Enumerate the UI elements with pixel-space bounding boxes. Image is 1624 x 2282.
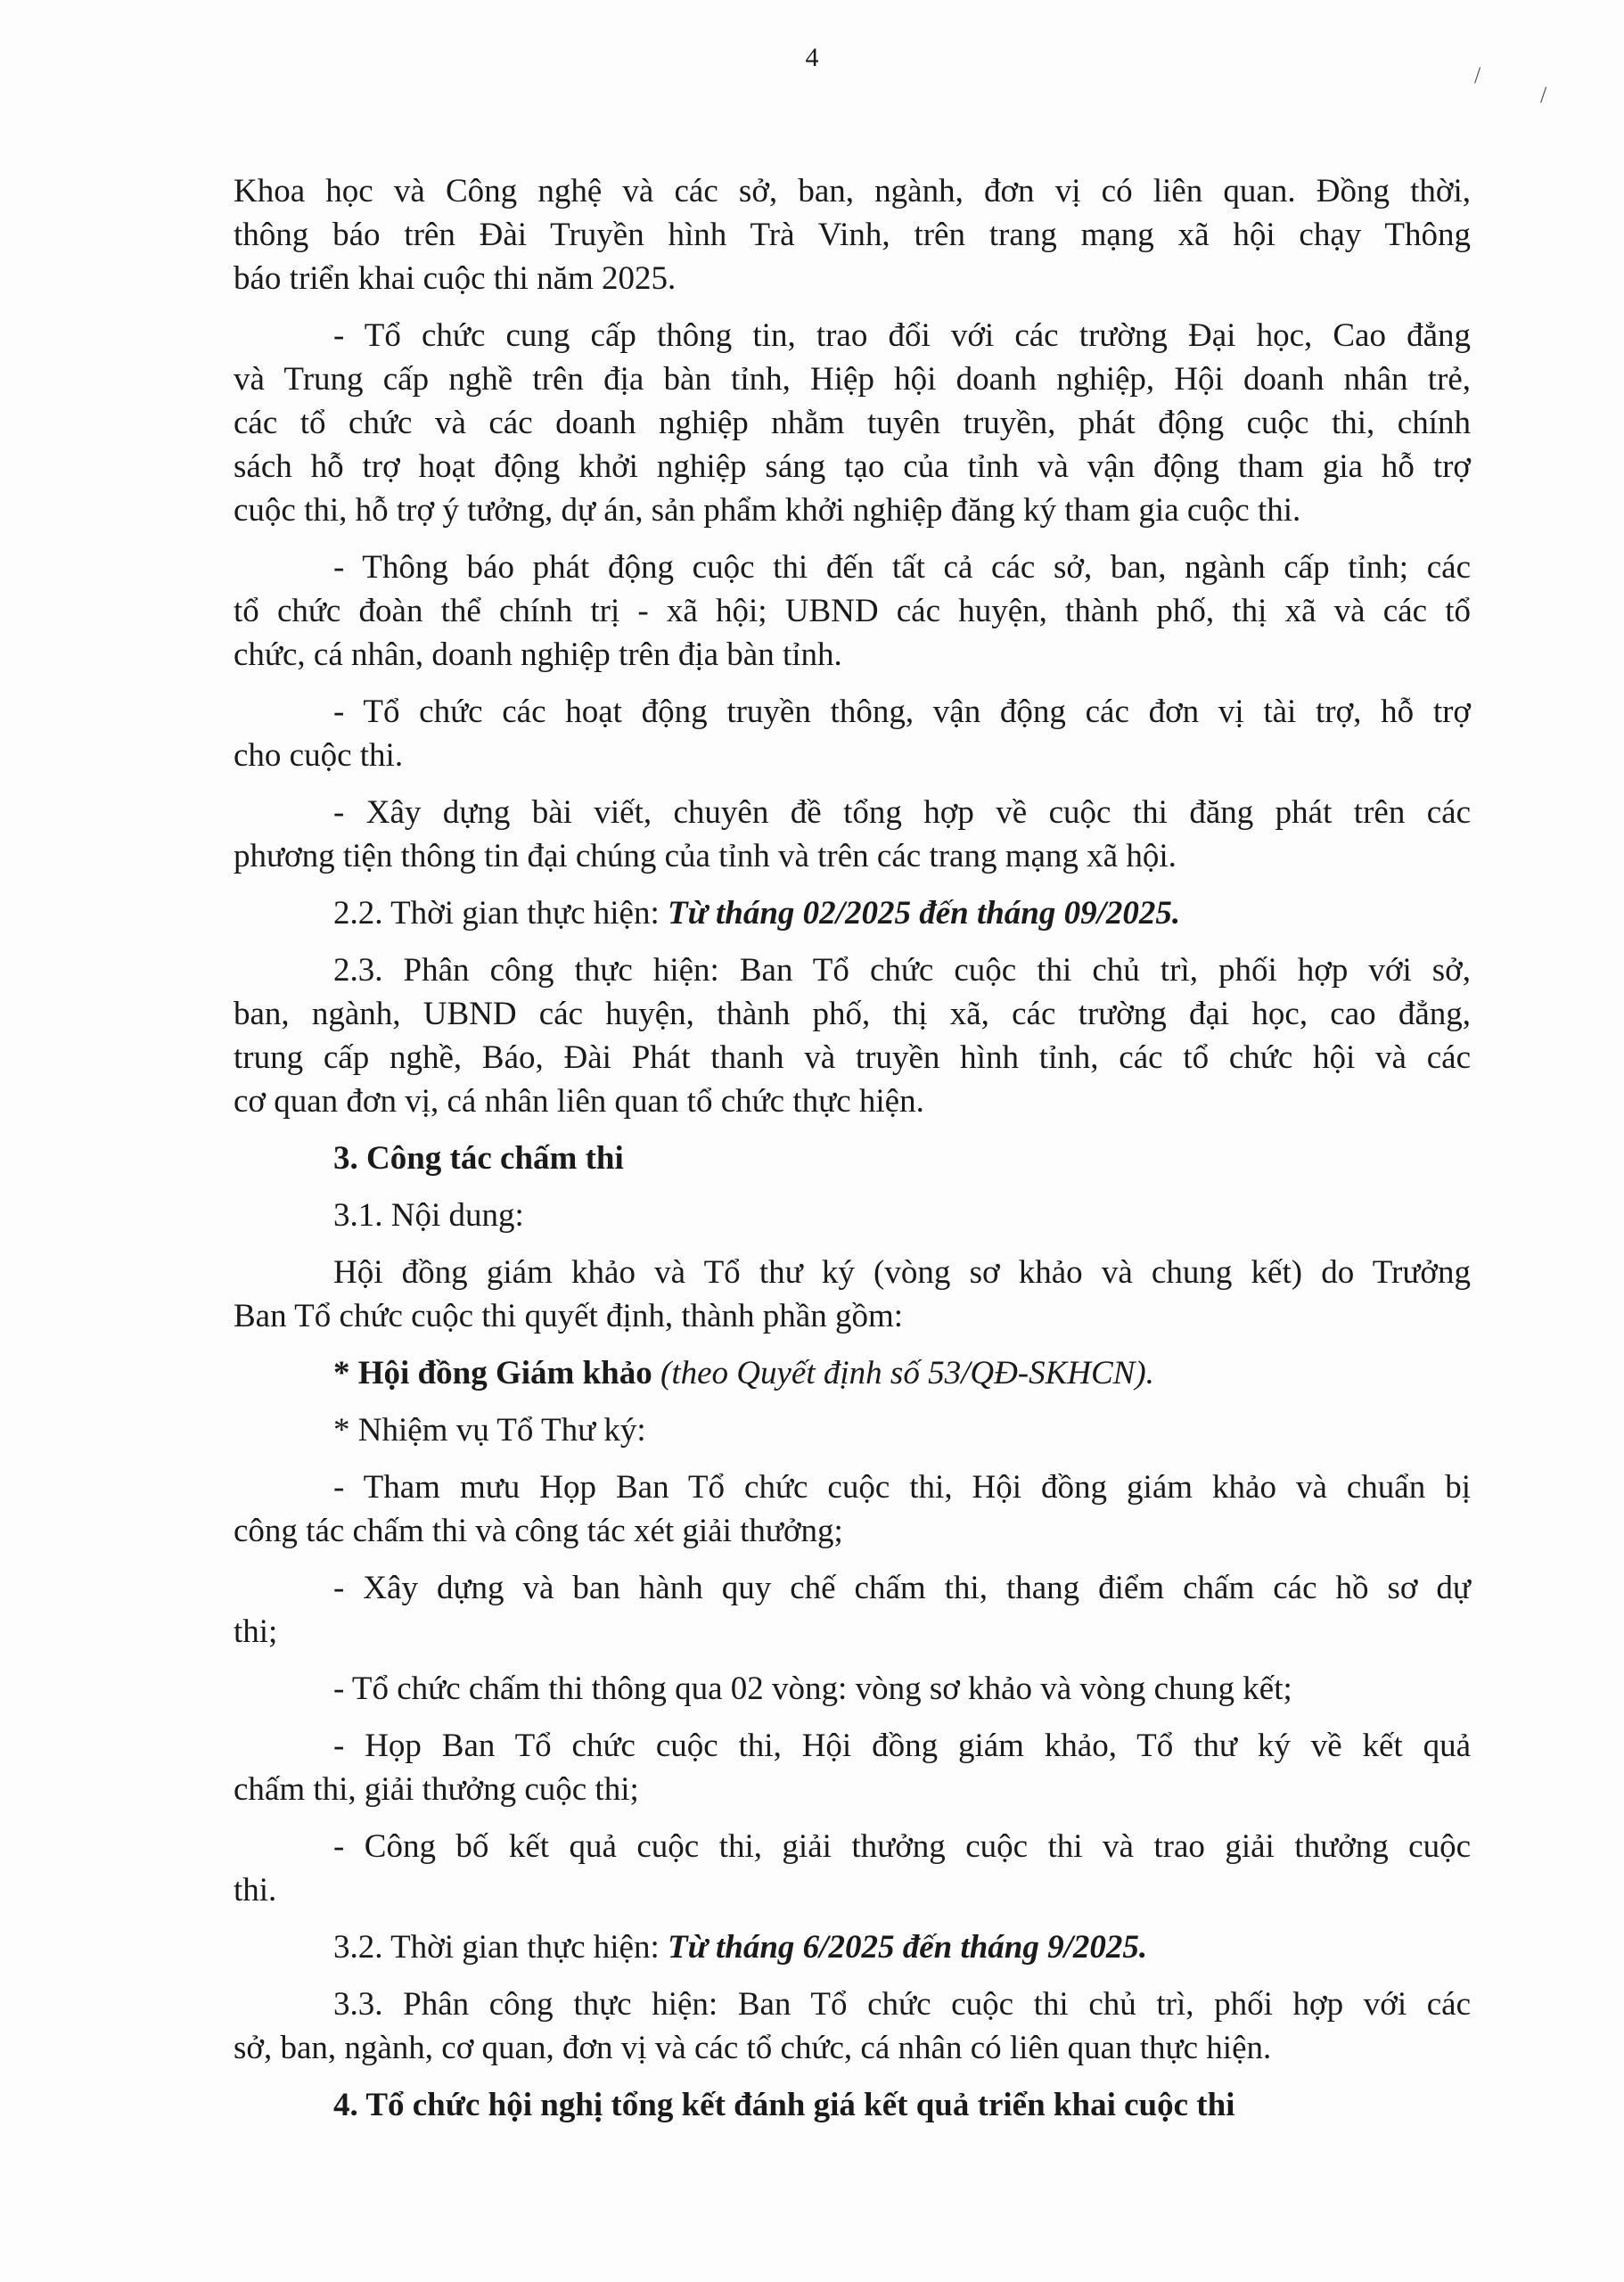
text-line: công tác chấm thi và công tác xét giải thưởng; [234, 1513, 843, 1549]
jury-reference: (theo Quyết định số 53/QĐ-SKHCN). [660, 1355, 1154, 1391]
text-line [234, 891, 1471, 935]
text-line: thông báo trên Đài Truyền hình Trà Vinh, trên trang mạng xã hội chạy Thông [234, 217, 1471, 253]
text-line: - Xây dựng bài viết, chuyên đề tổng hợp về cuộc thi đăng phát trên các [333, 794, 1471, 831]
duty-item [234, 1465, 1471, 1553]
paragraph [234, 169, 1471, 300]
paragraph [234, 791, 1471, 878]
text-line: ban, ngành, UBND các huyện, thành phố, thị xã, các trường đại học, cao đẳng, [234, 996, 1471, 1032]
text-line: Khoa học và Công nghệ và các sở, ban, ngành, đơn vị có liên quan. Đồng thời, [234, 173, 1471, 209]
text-line: 2.3. Phân công thực hiện: Ban Tổ chức cuộc thi chủ trì, phối hợp với sở, [333, 952, 1471, 989]
text-line: cuộc thi, hỗ trợ ý tưởng, dự án, sản phẩm khởi nghiệp đăng ký tham gia cuộc thi. [234, 492, 1301, 529]
text-line: Ban Tổ chức cuộc thi quyết định, thành phần gồm: [234, 1298, 904, 1334]
duty-item [234, 1566, 1471, 1654]
paragraph-jury [234, 1351, 1471, 1395]
text-line: phương tiện thông tin đại chúng của tỉnh và trên các trang mạng xã hội. [234, 838, 1177, 874]
paragraph-3-1 [234, 1194, 1471, 1237]
text-line: - Công bố kết quả cuộc thi, giải thưởng cuộc thi và trao giải thưởng cuộc [333, 1828, 1471, 1865]
text-line: trung cấp nghề, Báo, Đài Phát thanh và truyền hình tỉnh, các tổ chức hội và các [234, 1039, 1471, 1076]
text-line: Hội đồng giám khảo và Tổ thư ký (vòng sơ khảo và chung kết) do Trưởng [333, 1254, 1471, 1291]
label: 2.2. Thời gian thực hiện: [333, 895, 668, 932]
text-line: và Trung cấp nghề trên địa bàn tỉnh, Hiệp hội doanh nghiệp, Hội doanh nhân trẻ, [234, 361, 1471, 398]
text-line: - Họp Ban Tổ chức cuộc thi, Hội đồng giám khảo, Tổ thư ký về kết quả [333, 1728, 1471, 1764]
text-line: báo triển khai cuộc thi năm 2025. [234, 260, 677, 297]
text-line: tổ chức đoàn thể chính trị - xã hội; UBND các huyện, thành phố, thị xã và các tổ [234, 593, 1471, 629]
paragraph-3-2 [234, 1925, 1471, 1969]
text-line: - Tổ chức cung cấp thông tin, trao đổi với các trường Đại học, Cao đẳng [333, 317, 1471, 354]
time-range: Từ tháng 6/2025 đến tháng 9/2025. [667, 1929, 1148, 1966]
text-line: chấm thi, giải thưởng cuộc thi; [234, 1771, 639, 1808]
text-line: chức, cá nhân, doanh nghiệp trên địa bàn tỉnh. [234, 636, 842, 673]
text-line: - Tổ chức chấm thi thông qua 02 vòng: vòng sơ khảo và vòng chung kết; [333, 1670, 1292, 1707]
scan-mark: / [1474, 62, 1481, 88]
text-line: cơ quan đơn vị, cá nhân liên quan tổ chức thực hiện. [234, 1083, 924, 1120]
text-line: - Tham mưu Họp Ban Tổ chức cuộc thi, Hội đồng giám khảo và chuẩn bị [333, 1469, 1471, 1506]
text-line: - Tổ chức các hoạt động truyền thông, vận động các đơn vị tài trợ, hỗ trợ [333, 694, 1471, 730]
section-heading: 3. Công tác chấm thi [333, 1140, 624, 1177]
text-line [234, 1925, 1471, 1969]
page-number: 4 [805, 43, 819, 72]
text-line: * Nhiệm vụ Tổ Thư ký: [333, 1412, 646, 1449]
paragraph [234, 1251, 1471, 1338]
text-line: sách hỗ trợ hoạt động khởi nghiệp sáng tạo của tỉnh và vận động tham gia hỗ trợ [234, 448, 1471, 485]
time-range: Từ tháng 02/2025 đến tháng 09/2025. [667, 895, 1181, 932]
scan-mark: / [1540, 82, 1547, 108]
paragraph-2-2 [234, 891, 1471, 935]
text-line: - Xây dựng và ban hành quy chế chấm thi, thang điểm chấm các hồ sơ dự [333, 1570, 1471, 1606]
paragraph-3-3 [234, 1982, 1471, 2070]
text-line: sở, ban, ngành, cơ quan, đơn vị và các tổ chức, cá nhân có liên quan thực hiện. [234, 2030, 1272, 2066]
paragraph [234, 690, 1471, 777]
paragraph [234, 314, 1471, 532]
text-line: 3.1. Nội dung: [333, 1197, 524, 1234]
text-line: 3.3. Phân công thực hiện: Ban Tổ chức cuộc thi chủ trì, phối hợp với các [333, 1986, 1471, 2023]
jury-label: * Hội đồng Giám khảo [333, 1355, 661, 1391]
text-line: cho cuộc thi. [234, 737, 404, 774]
duty-item [234, 1724, 1471, 1811]
duty-item [234, 1825, 1471, 1912]
paragraph-2-3 [234, 948, 1471, 1123]
paragraph [234, 1408, 1471, 1452]
text-line: - Thông báo phát động cuộc thi đến tất cả các sở, ban, ngành cấp tỉnh; các [333, 549, 1471, 586]
paragraph [234, 546, 1471, 677]
section-heading: 4. Tổ chức hội nghị tổng kết đánh giá kết quả triển khai cuộc thi [333, 2087, 1235, 2123]
text-line: thi; [234, 1613, 278, 1650]
text-line [234, 1351, 1471, 1395]
document-body [234, 169, 1471, 2140]
label: 3.2. Thời gian thực hiện: [333, 1929, 668, 1966]
text-line: các tổ chức và các doanh nghiệp nhằm tuyên truyền, phát động cuộc thi, chính [234, 405, 1471, 441]
duty-item [234, 1667, 1471, 1711]
text-line: thi. [234, 1872, 277, 1909]
